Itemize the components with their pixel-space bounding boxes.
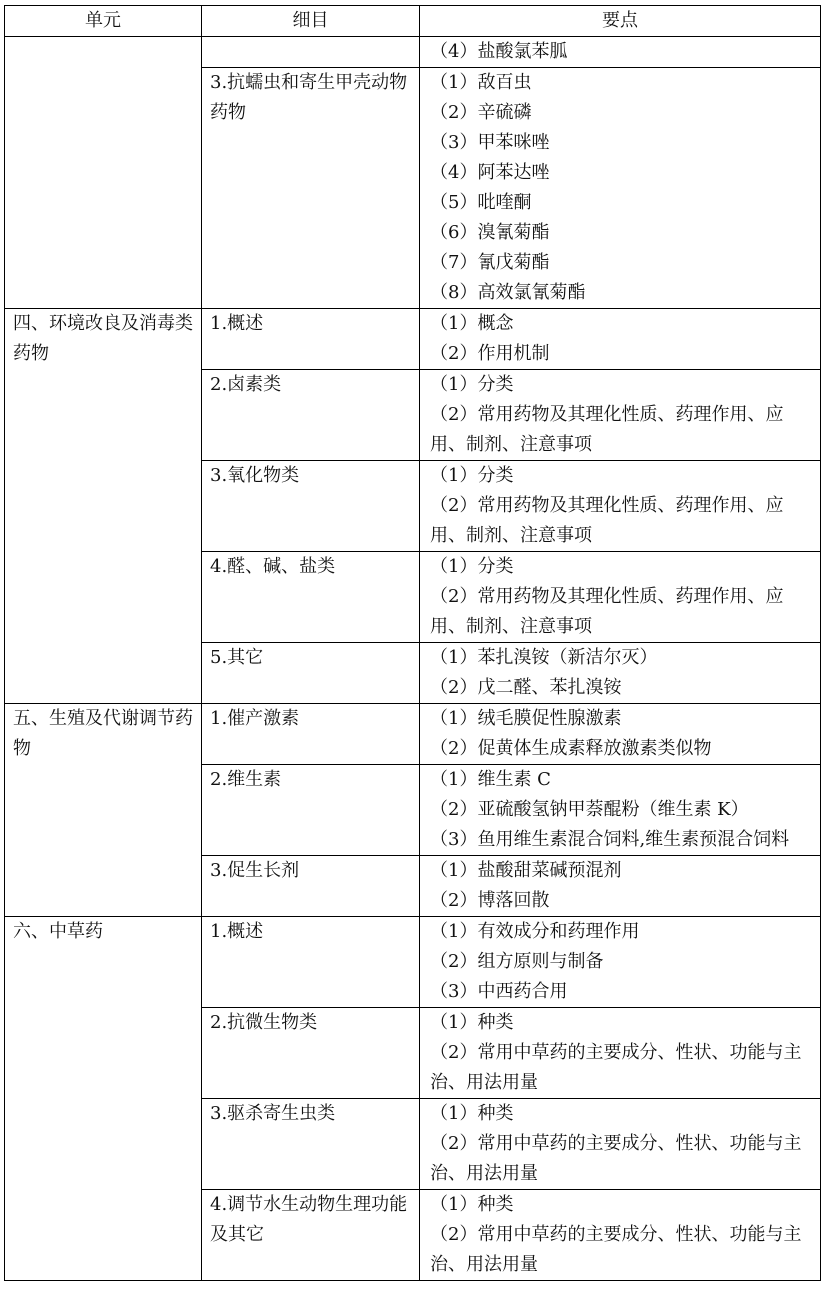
point-item: （1）苯扎溴铵（新洁尔灭） xyxy=(430,647,658,668)
detail-cell: 2.卤素类 xyxy=(202,370,420,461)
point-item: （1）维生素 C xyxy=(430,769,551,790)
point-item: （1）概念 xyxy=(430,313,514,334)
point-item: （8）高效氯氰菊酯 xyxy=(430,282,586,303)
point-item: （4）盐酸氯苯胍 xyxy=(430,41,568,62)
point-item: （2）常用中草药的主要成分、性状、功能与主治、用法用量 xyxy=(430,1224,802,1275)
point-item: （1）种类 xyxy=(430,1194,514,1215)
detail-cell: 1.概述 xyxy=(202,917,420,1008)
detail-cell xyxy=(202,37,420,68)
detail-cell: 3.驱杀寄生虫类 xyxy=(202,1099,420,1190)
table-row xyxy=(5,917,821,1008)
points-cell xyxy=(420,1008,821,1099)
table-row xyxy=(5,309,821,370)
points-cell xyxy=(420,309,821,370)
point-item: （2）博落回散 xyxy=(430,890,550,911)
points-cell xyxy=(420,37,821,68)
point-item: （2）组方原则与制备 xyxy=(430,951,604,972)
detail-cell: 5.其它 xyxy=(202,643,420,704)
point-item: （1）敌百虫 xyxy=(430,72,532,93)
point-item: （1）分类 xyxy=(430,374,514,395)
points-cell xyxy=(420,461,821,552)
point-item: （1）种类 xyxy=(430,1012,514,1033)
point-item: （2）戊二醛、苯扎溴铵 xyxy=(430,677,622,698)
header-unit: 单元 xyxy=(5,6,202,37)
detail-cell: 4.调节水生动物生理功能及其它 xyxy=(202,1190,420,1281)
point-item: （3）鱼用维生素混合饲料,维生素预混合饲料 xyxy=(430,829,790,850)
points-cell xyxy=(420,68,821,309)
unit-cell-continued xyxy=(5,37,202,309)
points-cell xyxy=(420,552,821,643)
points-cell xyxy=(420,1190,821,1281)
points-cell xyxy=(420,1099,821,1190)
point-item: （1）分类 xyxy=(430,556,514,577)
point-item: （2）常用中草药的主要成分、性状、功能与主治、用法用量 xyxy=(430,1133,802,1184)
unit-cell: 五、生殖及代谢调节药物 xyxy=(5,704,202,917)
point-item: （3）甲苯咪唑 xyxy=(430,132,550,153)
point-item: （2）作用机制 xyxy=(430,343,550,364)
syllabus-table xyxy=(4,5,821,1281)
point-item: （2）促黄体生成素释放激素类似物 xyxy=(430,738,712,759)
unit-cell: 六、中草药 xyxy=(5,917,202,1281)
detail-cell: 1.概述 xyxy=(202,309,420,370)
point-item: （5）吡喹酮 xyxy=(430,192,532,213)
header-row xyxy=(5,6,821,37)
points-cell xyxy=(420,704,821,765)
point-item: （1）盐酸甜菜碱预混剂 xyxy=(430,860,622,881)
points-cell xyxy=(420,643,821,704)
detail-cell: 2.维生素 xyxy=(202,765,420,856)
point-item: （2）常用中草药的主要成分、性状、功能与主治、用法用量 xyxy=(430,1042,802,1093)
table-row xyxy=(5,704,821,765)
detail-cell: 3.抗蠕虫和寄生甲壳动物药物 xyxy=(202,68,420,309)
unit-cell: 四、环境改良及消毒类药物 xyxy=(5,309,202,704)
point-item: （2）常用药物及其理化性质、药理作用、应用、制剂、注意事项 xyxy=(430,495,784,546)
points-cell xyxy=(420,370,821,461)
points-cell xyxy=(420,856,821,917)
point-item: （6）溴氰菊酯 xyxy=(430,222,550,243)
table-row xyxy=(5,37,821,68)
point-item: （1）分类 xyxy=(430,465,514,486)
detail-cell: 1.催产激素 xyxy=(202,704,420,765)
points-cell xyxy=(420,917,821,1008)
detail-cell: 2.抗微生物类 xyxy=(202,1008,420,1099)
header-points: 要点 xyxy=(420,6,821,37)
point-item: （1）绒毛膜促性腺激素 xyxy=(430,708,622,729)
point-item: （1）有效成分和药理作用 xyxy=(430,921,640,942)
point-item: （7）氰戊菊酯 xyxy=(430,252,550,273)
points-cell xyxy=(420,765,821,856)
detail-cell: 4.醛、碱、盐类 xyxy=(202,552,420,643)
detail-cell: 3.促生长剂 xyxy=(202,856,420,917)
detail-cell: 3.氧化物类 xyxy=(202,461,420,552)
point-item: （2）常用药物及其理化性质、药理作用、应用、制剂、注意事项 xyxy=(430,586,784,637)
point-item: （2）亚硫酸氢钠甲萘醌粉（维生素 K） xyxy=(430,799,749,820)
point-item: （2）辛硫磷 xyxy=(430,102,532,123)
point-item: （3）中西药合用 xyxy=(430,981,568,1002)
point-item: （2）常用药物及其理化性质、药理作用、应用、制剂、注意事项 xyxy=(430,404,784,455)
header-detail: 细目 xyxy=(202,6,420,37)
point-item: （4）阿苯达唑 xyxy=(430,162,550,183)
point-item: （1）种类 xyxy=(430,1103,514,1124)
